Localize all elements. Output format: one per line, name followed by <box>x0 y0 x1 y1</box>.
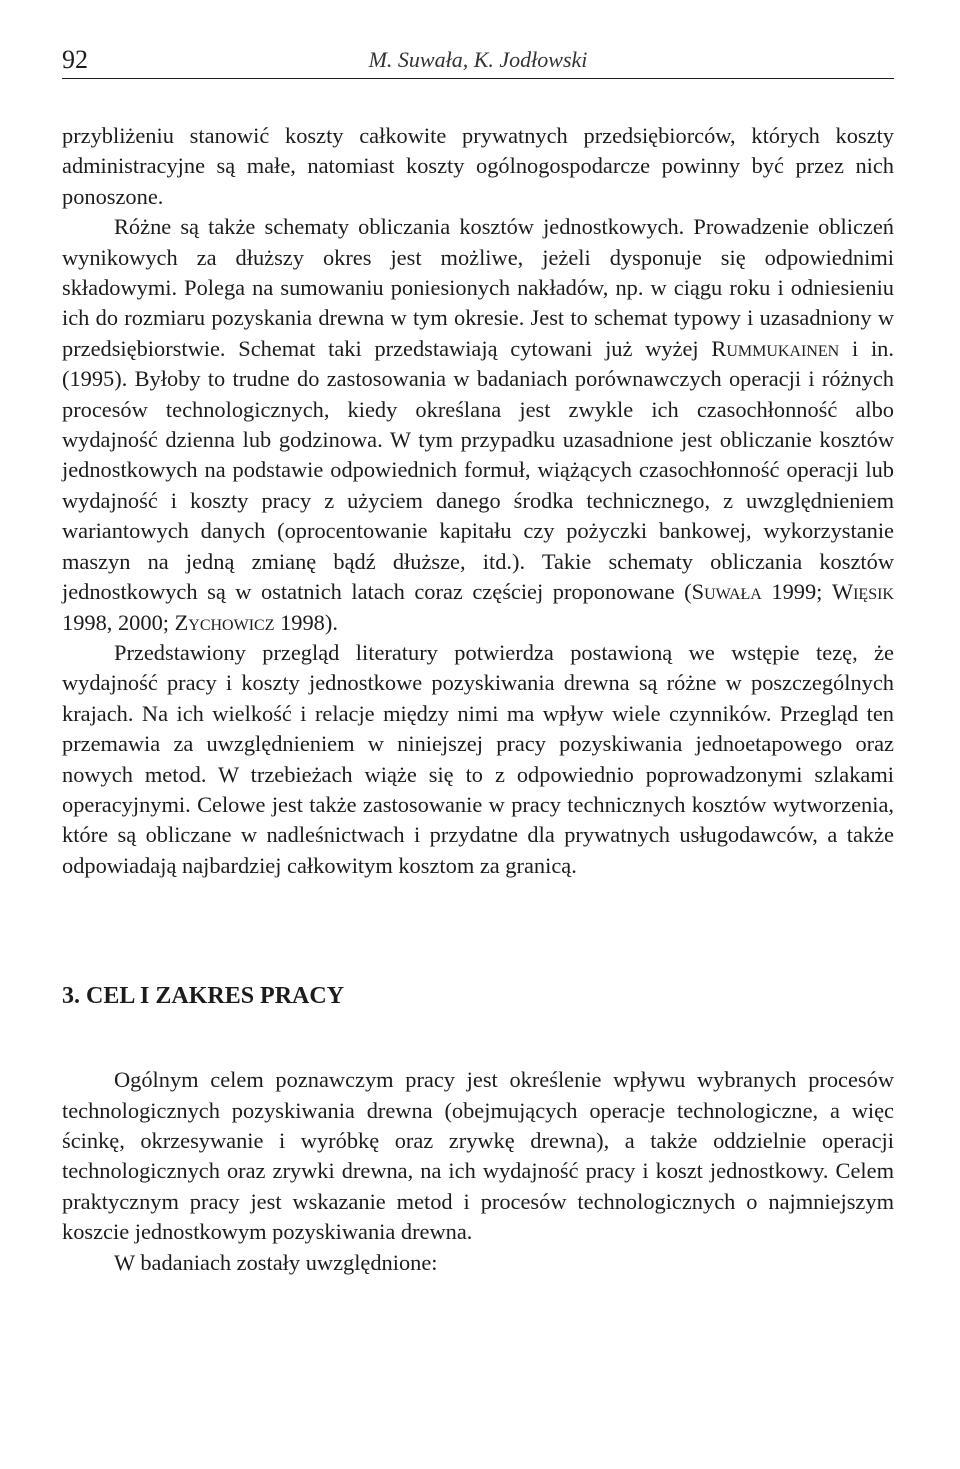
running-head-authors: M. Suwała, K. Jodłowski <box>368 47 588 72</box>
body-text <box>62 121 894 1278</box>
citation-author: Więsik <box>831 579 894 605</box>
citation-author: Suwała <box>691 579 762 605</box>
citation-author: Rummukainen <box>711 335 840 361</box>
citation-author: Zychowicz <box>174 609 275 635</box>
paragraph-literature-review: Przedstawiony przegląd literatury potwierdza postawioną we wstępie tezę, że wydajność pracy i koszty jednostkowe pozyskiwania drewna są różne w poszczególnych krajach. Na ich wielkość i relacje między nimi ma wpływ wiele czynników. Przegląd ten przemawia za uwzględnieniem w niniejszej pracy pozyskiwania jednoetapowego oraz nowych metod. W trzebieżach wiąże się to z odpowiednio poprowadzonymi szlakami operacyjnymi. Celowe jest także zastosowanie w pracy technicznych kosztów wytworzenia, które są obliczane w nadleśnictwach i przydatne dla prywatnych usługodawców, a także odpowiadają najbardziej całkowitym kosztom za granicą. <box>62 639 894 878</box>
citation-year: 1998, 2000; <box>62 609 169 635</box>
paragraph-text: Różne są także schematy obliczania kosztów jednostkowych. Prowadzenie obliczeń wynikowych za dłuższy okres jest możliwe, jeżeli dysponuje się odpowiednimi składowymi. Polega na sumowaniu poniesionych nakładów, np. w ciągu roku i odniesieniu ich do rozmiaru pozyskania drewna w tym okresie. Jest to schemat typowy i uzasadniony w przedsiębiorstwie. Schemat taki przedstawiają cytowani już wyżej <box>62 214 894 361</box>
section-heading: 3. CEL I ZAKRES PRACY <box>62 983 345 1010</box>
header-rule <box>62 78 894 79</box>
paragraph-text: i in. (1995). Byłoby to trudne do zastosowania w badaniach porównawczych operacji i różnych procesów technologicznych, kiedy określana jest zwykle ich czasochłonność albo wydajność dzienna lub godzinowa. W tym przypadku uzasadnione jest obliczanie kosztów jednostkowych na podstawie odpowiednich formuł, wiążących czasochłonność operacji lub wydajność i koszty pracy z użyciem danego środka technicznego, z uwzględnieniem wariantowych danych (oprocentowanie kapitału czy pożyczki bankowej, wykorzystanie maszyn na jedną zmianę bądź dłuższe, itd.). Takie schematy obliczania kosztów jednostkowych są w ostatnich latach coraz częściej proponowane ( <box>62 335 894 605</box>
paragraph-continuation: przybliżeniu stanowić koszty całkowite prywatnych przedsiębiorców, których koszty administracyjne są małe, natomiast koszty ogólnogospodarcze powinny być przez nich ponoszone. <box>62 123 894 209</box>
page-number: 92 <box>62 45 88 74</box>
paragraph-objectives: Ogólnym celem poznawczym pracy jest określenie wpływu wybranych procesów technologicznych pozyskiwania drewna (obejmujących operacje technologiczne, a więc ścinkę, okrzesywanie i wyróbkę oraz zrywkę drewna), a także oddzielnie operacji technologicznych oraz zrywki drewna, na ich wydajność pracy i koszt jednostkowy. Celem praktycznym pracy jest wskazanie metod i procesów technologicznych o najmniejszym koszcie jednostkowym pozyskiwania drewna. <box>62 1067 894 1245</box>
paragraph-cost-schemes <box>62 212 894 638</box>
citation-year: 1999; <box>771 579 823 605</box>
page-header <box>62 42 894 78</box>
citation-year: 1998). <box>280 609 338 635</box>
paragraph-research-scope: W badaniach zostały uwzględnione: <box>114 1249 438 1275</box>
